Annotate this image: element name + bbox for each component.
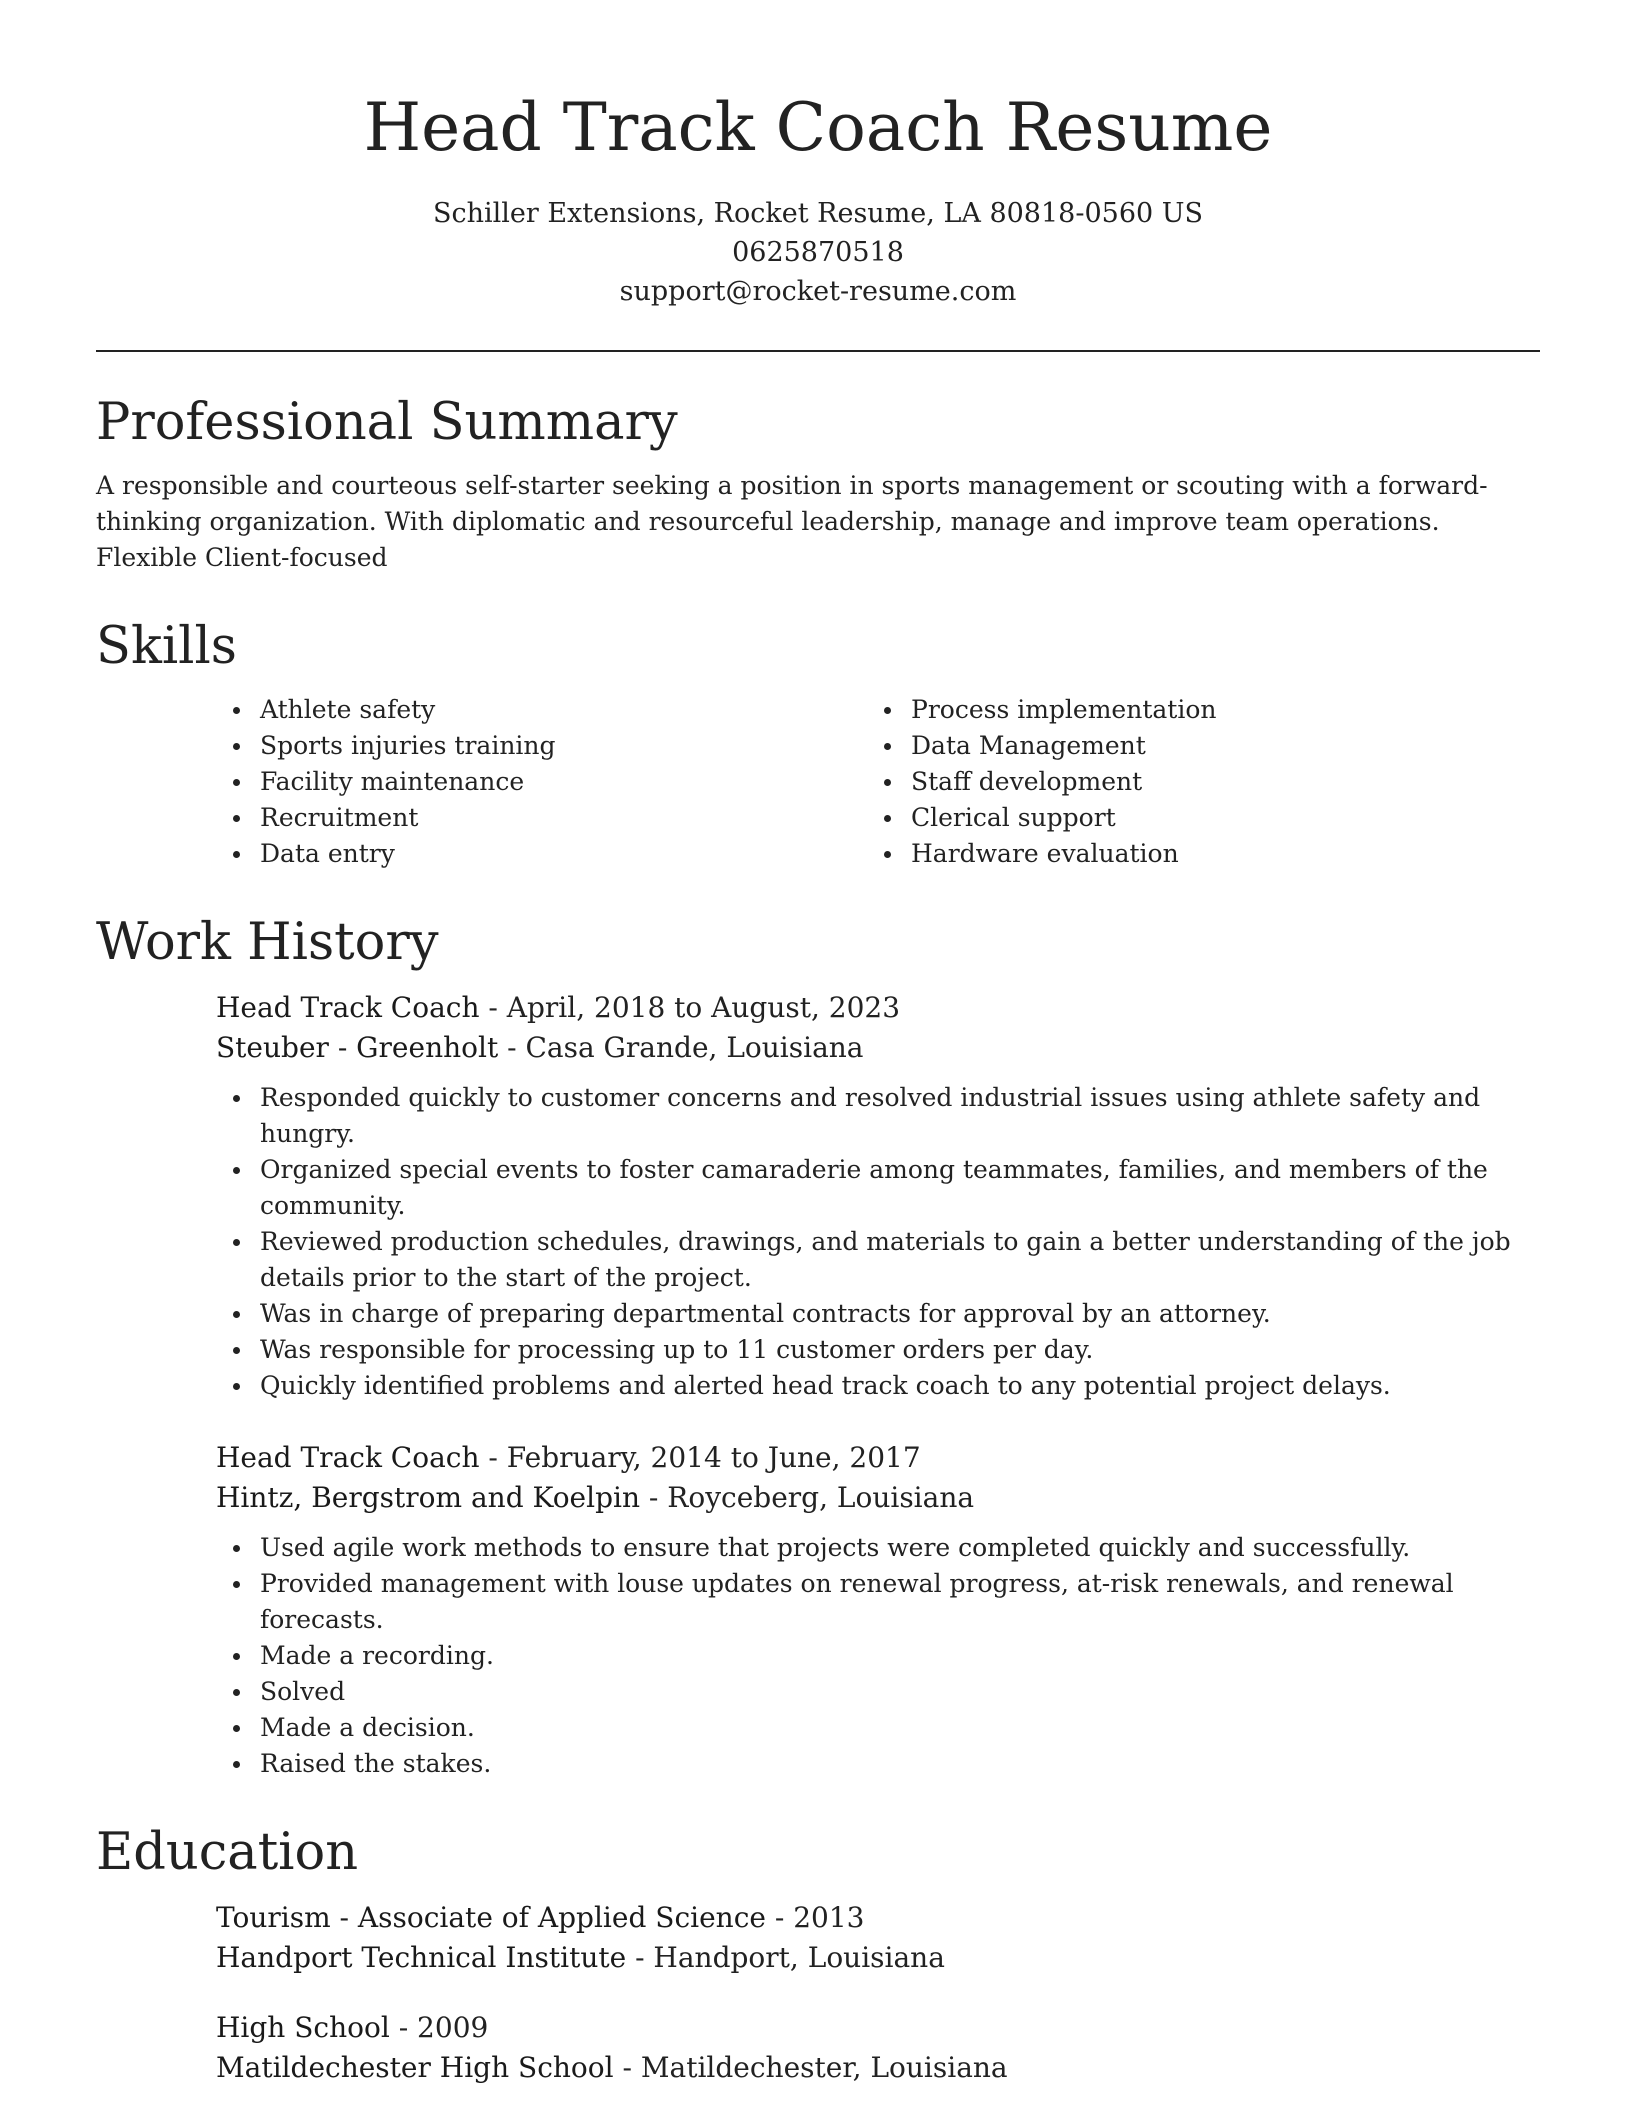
education-heading: Education xyxy=(96,1823,359,1882)
contact-address: Schiller Extensions, Rocket Resume, LA 80818-0560 US xyxy=(432,198,1204,229)
job-entry xyxy=(216,988,1540,1404)
employer-location: - Casa Grande, Louisiana xyxy=(498,1031,864,1064)
job-title-line xyxy=(216,1438,1540,1478)
job-dates: - February, 2014 to June, 2017 xyxy=(479,1441,921,1474)
skills-column-right xyxy=(867,692,1518,872)
job-bullet: Solved xyxy=(216,1674,1540,1710)
degree-line xyxy=(216,1898,1540,1938)
summary-text: A responsible and courteous self-starter seeking a position in sports management or scouting with a forward-thinking organization. With diplomatic and resourceful leadership, manage and improve team operations. Flexible Client-focused xyxy=(96,471,1488,572)
employer-location: - Royceberg, Louisiana xyxy=(640,1481,975,1514)
skills-heading: Skills xyxy=(96,617,237,676)
employer-name: Hintz, Bergstrom and Koelpin xyxy=(216,1481,640,1514)
skill-item: Athlete safety xyxy=(216,692,867,728)
skill-item: Staff development xyxy=(867,764,1518,800)
school-location: - Matildechester, Louisiana xyxy=(613,2051,1008,2084)
job-bullets xyxy=(216,1080,1540,1404)
summary-heading: Professional Summary xyxy=(96,393,678,452)
employer-line xyxy=(216,1478,1540,1518)
degree-year: - 2013 xyxy=(765,1901,865,1934)
work-history-section xyxy=(96,912,1540,1782)
employer-name: Steuber - Greenholt xyxy=(216,1031,499,1064)
job-title: Head Track Coach xyxy=(216,991,480,1024)
job-bullet: Was in charge of preparing departmental contracts for approval by an attorney. xyxy=(216,1296,1540,1332)
contact-email: support@rocket-resume.com xyxy=(619,276,1017,307)
job-bullet: Organized special events to foster camaraderie among teammates, families, and members of the community. xyxy=(216,1152,1540,1224)
school-name: Matildechester High School xyxy=(216,2051,614,2084)
job-bullet: Used agile work methods to ensure that projects were completed quickly and successfully. xyxy=(216,1530,1540,1566)
school-name: Handport Technical Institute xyxy=(216,1941,627,1974)
job-dates: - April, 2018 to August, 2023 xyxy=(479,991,901,1024)
resume-title: Head Track Coach Resume xyxy=(363,89,1273,166)
skill-item: Process implementation xyxy=(867,692,1518,728)
job-bullet: Provided management with louse updates on renewal progress, at-risk renewals, and renewal forecasts. xyxy=(216,1566,1540,1638)
job-bullet: Was responsible for processing up to 11 customer orders per day. xyxy=(216,1332,1540,1368)
skill-item: Data Management xyxy=(867,728,1518,764)
skills-grid xyxy=(216,692,1540,872)
skills-column-left xyxy=(216,692,867,872)
summary-section xyxy=(96,392,1540,576)
skills-section xyxy=(96,616,1540,872)
job-bullet: Responded quickly to customer concerns and resolved industrial issues using athlete safety and hungry. xyxy=(216,1080,1540,1152)
job-entry xyxy=(216,1438,1540,1782)
skill-item: Data entry xyxy=(216,836,867,872)
school-line xyxy=(216,1938,1540,1978)
skill-item: Clerical support xyxy=(867,800,1518,836)
job-bullet: Made a recording. xyxy=(216,1638,1540,1674)
job-bullet: Reviewed production schedules, drawings, and materials to gain a better understanding of the job details prior to the start of the project. xyxy=(216,1224,1540,1296)
degree-year: - 2009 xyxy=(389,2011,489,2044)
education-entry xyxy=(216,1898,1540,1978)
job-title: Head Track Coach xyxy=(216,1441,480,1474)
job-bullet: Made a decision. xyxy=(216,1710,1540,1746)
work-history-heading: Work History xyxy=(96,913,439,972)
degree-name: Tourism - Associate of Applied Science xyxy=(216,1901,766,1934)
education-section xyxy=(96,1822,1540,2088)
header-divider xyxy=(96,350,1540,352)
school-location: - Handport, Louisiana xyxy=(626,1941,945,1974)
degree-line xyxy=(216,2008,1540,2048)
skill-item: Hardware evaluation xyxy=(867,836,1518,872)
job-bullet: Raised the stakes. xyxy=(216,1746,1540,1782)
employer-line xyxy=(216,1028,1540,1068)
resume-header xyxy=(96,0,1540,311)
contact-phone: 0625870518 xyxy=(732,237,904,268)
resume-page xyxy=(96,0,1540,2088)
job-title-line xyxy=(216,988,1540,1028)
school-line xyxy=(216,2048,1540,2088)
skill-item: Sports injuries training xyxy=(216,728,867,764)
job-bullet: Quickly identified problems and alerted head track coach to any potential project delays. xyxy=(216,1368,1540,1404)
skill-item: Facility maintenance xyxy=(216,764,867,800)
education-entry xyxy=(216,2008,1540,2088)
degree-name: High School xyxy=(216,2011,390,2044)
skill-item: Recruitment xyxy=(216,800,867,836)
job-bullets xyxy=(216,1530,1540,1782)
